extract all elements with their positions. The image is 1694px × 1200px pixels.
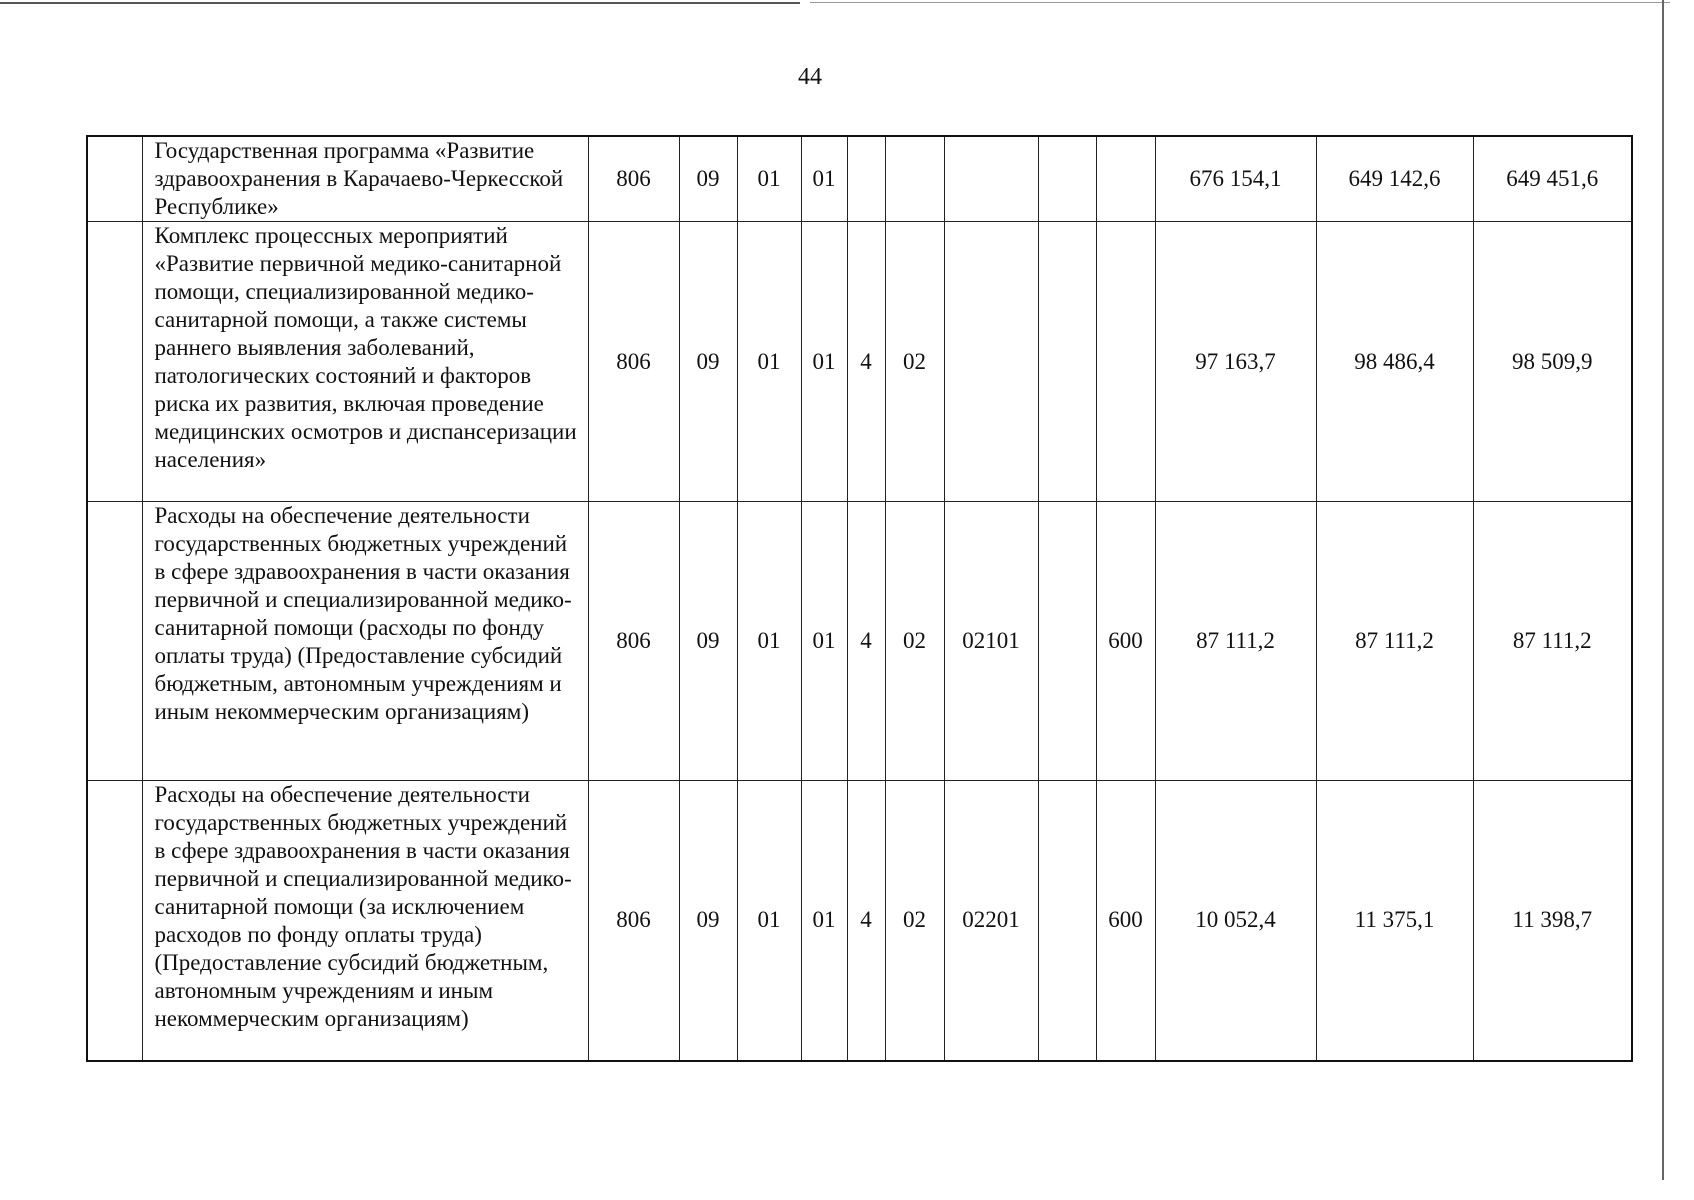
amount-year1-cell: 97 163,7 xyxy=(1155,222,1316,502)
subsection-cell: 01 xyxy=(737,136,801,222)
grbs-cell: 806 xyxy=(588,136,679,222)
amount-year3-cell: 11 398,7 xyxy=(1473,781,1632,1061)
subprogram-code-cell: 02 xyxy=(885,222,944,502)
direction-code-cell: 02101 xyxy=(944,502,1038,781)
program-type-cell: 4 xyxy=(847,502,885,781)
expense-type-cell xyxy=(1096,136,1155,222)
row-name-cell: Государственная программа «Развитие здравоохранения в Карачаево-Черкесской Республике» xyxy=(142,136,588,222)
section-cell: 09 xyxy=(679,136,737,222)
program-code-cell: 01 xyxy=(801,502,847,781)
page-number: 44 xyxy=(798,64,822,90)
direction-code-cell xyxy=(944,136,1038,222)
budget-table xyxy=(86,135,1633,1062)
grbs-cell: 806 xyxy=(588,222,679,502)
subprogram-code-cell xyxy=(885,136,944,222)
subsection-cell: 01 xyxy=(737,222,801,502)
row-name-cell: Расходы на обеспечение деятельности государственных бюджетных учреждений в сфере здравоохранения в части оказания первичной и специализированной медико-санитарной помощи (расходы по фонду оплаты труда) (Предоставление субсидий бюджетным, автономным учреждениям и иным некоммерческим организациям) xyxy=(142,502,588,781)
subprogram-code-cell: 02 xyxy=(885,781,944,1061)
amount-year1-cell: 87 111,2 xyxy=(1155,502,1316,781)
row-number-cell xyxy=(87,136,142,222)
expense-type-cell: 600 xyxy=(1096,502,1155,781)
amount-year2-cell: 98 486,4 xyxy=(1316,222,1473,502)
scan-edge-top xyxy=(0,2,800,4)
subprogram-code-cell: 02 xyxy=(885,502,944,781)
section-cell: 09 xyxy=(679,502,737,781)
subsection-cell: 01 xyxy=(737,781,801,1061)
amount-year3-cell: 87 111,2 xyxy=(1473,502,1632,781)
amount-year1-cell: 676 154,1 xyxy=(1155,136,1316,222)
program-type-cell: 4 xyxy=(847,222,885,502)
row-number-cell xyxy=(87,222,142,502)
program-type-cell: 4 xyxy=(847,781,885,1061)
expense-type-cell xyxy=(1096,222,1155,502)
row-number-cell xyxy=(87,781,142,1061)
amount-year3-cell: 649 451,6 xyxy=(1473,136,1632,222)
amount-year2-cell: 87 111,2 xyxy=(1316,502,1473,781)
table-row xyxy=(87,136,1632,222)
subsection-cell: 01 xyxy=(737,502,801,781)
expense-type-cell: 600 xyxy=(1096,781,1155,1061)
extra-code-cell xyxy=(1038,136,1096,222)
row-name-cell: Комплекс процессных мероприятий «Развитие первичной медико-санитарной помощи, специализированной медико-санитарной помощи, а также системы раннего выявления заболеваний, патологических состояний и факторов риска их развития, включая проведение медицинских осмотров и диспансеризации населения» xyxy=(142,222,588,502)
scan-edge-right xyxy=(1662,0,1664,1180)
table-row xyxy=(87,502,1632,781)
section-cell: 09 xyxy=(679,781,737,1061)
extra-code-cell xyxy=(1038,781,1096,1061)
grbs-cell: 806 xyxy=(588,502,679,781)
amount-year2-cell: 649 142,6 xyxy=(1316,136,1473,222)
row-name-cell: Расходы на обеспечение деятельности государственных бюджетных учреждений в сфере здравоохранения в части оказания первичной и специализированной медико-санитарной помощи (за исключением расходов по фонду оплаты труда) (Предоставление субсидий бюджетным, автономным учреждениям и иным некоммерческим организациям) xyxy=(142,781,588,1061)
program-code-cell: 01 xyxy=(801,781,847,1061)
table-row xyxy=(87,222,1632,502)
section-cell: 09 xyxy=(679,222,737,502)
amount-year3-cell: 98 509,9 xyxy=(1473,222,1632,502)
grbs-cell: 806 xyxy=(588,781,679,1061)
row-number-cell xyxy=(87,502,142,781)
program-type-cell xyxy=(847,136,885,222)
direction-code-cell xyxy=(944,222,1038,502)
table-row xyxy=(87,781,1632,1061)
extra-code-cell xyxy=(1038,502,1096,781)
direction-code-cell: 02201 xyxy=(944,781,1038,1061)
program-code-cell: 01 xyxy=(801,222,847,502)
amount-year2-cell: 11 375,1 xyxy=(1316,781,1473,1061)
amount-year1-cell: 10 052,4 xyxy=(1155,781,1316,1061)
scan-edge-top-right xyxy=(810,2,1670,3)
extra-code-cell xyxy=(1038,222,1096,502)
program-code-cell: 01 xyxy=(801,136,847,222)
